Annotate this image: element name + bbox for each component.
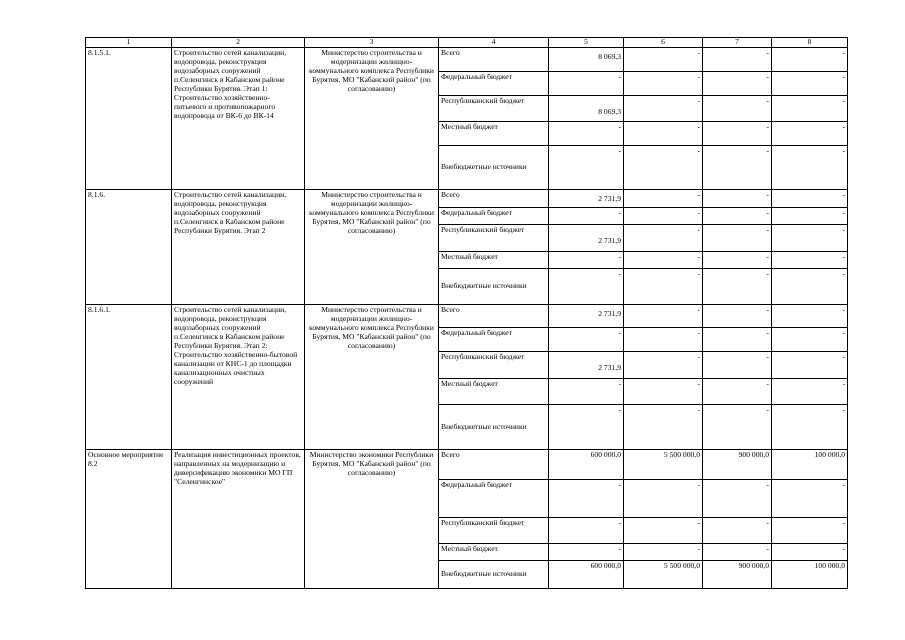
value-cell: - — [549, 122, 624, 146]
value-cell: - — [772, 379, 848, 405]
value-cell: - — [624, 480, 703, 518]
value-cell: 8 069,3 — [549, 48, 624, 72]
value-cell: - — [549, 405, 624, 450]
value-cell: 2 731,9 — [549, 352, 624, 379]
value-cell: - — [624, 305, 703, 328]
value-cell: - — [703, 379, 772, 405]
value-cell: - — [772, 48, 848, 72]
item-name: Реализация инвестиционных проектов, направленных на модернизацию и диверсификацию экономики МО ГП "Селенгинское" — [172, 450, 305, 589]
value-cell: - — [772, 544, 848, 561]
item-code: 8.1.6.1. — [86, 305, 172, 450]
header-cell: 3 — [305, 38, 439, 48]
item-name: Строительство сетей канализации, водопровода, реконструкция водозаборных сооружений п.Селенгинск в Кабанском районе Республики Бурятия. Этап 2 — [172, 190, 305, 305]
value-cell: - — [624, 252, 703, 269]
value-cell: - — [703, 269, 772, 305]
value-cell: - — [549, 252, 624, 269]
value-cell: - — [624, 379, 703, 405]
item-code: 8.1.5.1. — [86, 48, 172, 190]
value-cell: - — [624, 122, 703, 146]
value-cell: - — [624, 225, 703, 252]
budget-table — [85, 37, 848, 589]
table-row — [86, 48, 848, 72]
value-cell: - — [703, 305, 772, 328]
value-cell: 100 000,0 — [772, 561, 848, 589]
value-cell: - — [549, 208, 624, 225]
item-executor: Министерство строительства и модернизации жилищно-коммунального комплекса Республики Бурятия, МО "Кабанский район" (по согласованию) — [305, 48, 439, 190]
value-cell: - — [772, 252, 848, 269]
source-label: Внебюджетные источники — [439, 269, 549, 305]
value-cell: - — [772, 328, 848, 352]
value-cell: - — [772, 146, 848, 190]
header-cell: 2 — [172, 38, 305, 48]
header-cell: 5 — [549, 38, 624, 48]
source-label: Внебюджетные источники — [439, 405, 549, 450]
header-cell: 1 — [86, 38, 172, 48]
source-label: Республиканский бюджет — [439, 518, 549, 544]
value-cell: 100 000,0 — [772, 450, 848, 480]
source-label: Республиканский бюджет — [439, 352, 549, 379]
source-label: Всего — [439, 48, 549, 72]
header-cell: 7 — [703, 38, 772, 48]
value-cell: - — [703, 72, 772, 96]
value-cell: - — [624, 208, 703, 225]
value-cell: - — [703, 252, 772, 269]
value-cell: - — [549, 72, 624, 96]
header-cell: 6 — [624, 38, 703, 48]
value-cell: - — [549, 269, 624, 305]
source-label: Республиканский бюджет — [439, 225, 549, 252]
table-row — [86, 450, 848, 480]
source-label: Федеральный бюджет — [439, 208, 549, 225]
source-label: Внебюджетные источники — [439, 146, 549, 190]
source-label: Местный бюджет — [439, 122, 549, 146]
item-code: Основное мероприятие 8.2 — [86, 450, 172, 589]
value-cell: - — [772, 352, 848, 379]
value-cell: - — [703, 225, 772, 252]
value-cell: - — [624, 544, 703, 561]
value-cell: 900 000,0 — [703, 450, 772, 480]
table-row — [86, 305, 848, 328]
value-cell: - — [703, 208, 772, 225]
value-cell: - — [624, 518, 703, 544]
source-label: Всего — [439, 450, 549, 480]
value-cell: - — [624, 352, 703, 379]
value-cell: 600 000,0 — [549, 561, 624, 589]
value-cell: 900 000,0 — [703, 561, 772, 589]
value-cell: - — [772, 208, 848, 225]
value-cell: - — [703, 544, 772, 561]
value-cell: - — [624, 72, 703, 96]
value-cell: - — [549, 480, 624, 518]
source-label: Всего — [439, 190, 549, 208]
value-cell: - — [772, 405, 848, 450]
value-cell: 2 731,9 — [549, 190, 624, 208]
value-cell: - — [703, 405, 772, 450]
value-cell: - — [772, 480, 848, 518]
value-cell: - — [772, 190, 848, 208]
value-cell: - — [624, 405, 703, 450]
value-cell: - — [772, 96, 848, 122]
item-executor: Министерство строительства и модернизации жилищно-коммунального комплекса Республики Бурятия, МО "Кабанский район" (по согласованию) — [305, 190, 439, 305]
header-cell: 4 — [439, 38, 549, 48]
value-cell: - — [772, 122, 848, 146]
value-cell: - — [549, 146, 624, 190]
item-executor: Министерство экономики Республики Бурятия, МО "Кабанский район" (по согласованию) — [305, 450, 439, 589]
value-cell: - — [703, 480, 772, 518]
table-row — [86, 190, 848, 208]
source-label: Внебюджетные источники — [439, 561, 549, 589]
value-cell: - — [772, 269, 848, 305]
value-cell: - — [624, 96, 703, 122]
value-cell: - — [703, 146, 772, 190]
item-name: Строительство сетей канализации, водопровода, реконструкция водозаборных сооружений п.Селенгинск в Кабанском районе Республики Бурятия. Этап 2: Строительство хозяйственно-бытовой канализации от КНС-1 до площадки канализационных очистных сооружений — [172, 305, 305, 450]
value-cell: - — [703, 328, 772, 352]
source-label: Всего — [439, 305, 549, 328]
value-cell: - — [624, 146, 703, 190]
value-cell: - — [703, 48, 772, 72]
value-cell: - — [703, 190, 772, 208]
header-cell: 8 — [772, 38, 848, 48]
value-cell: - — [772, 518, 848, 544]
value-cell: - — [772, 305, 848, 328]
value-cell: - — [624, 190, 703, 208]
value-cell: - — [703, 518, 772, 544]
value-cell: - — [703, 96, 772, 122]
value-cell: 2 731,9 — [549, 225, 624, 252]
source-label: Республиканский бюджет — [439, 96, 549, 122]
value-cell: 5 500 000,0 — [624, 450, 703, 480]
item-name: Строительство сетей канализации, водопровода, реконструкция водозаборных сооружений п.Селенгинск в Кабанском районе Республики Бурятия. Этап 1: Строительство хозяйственно-питьевого и противопожарного водопровода от ВК-6 до ВК-14 — [172, 48, 305, 190]
header-row — [86, 38, 848, 48]
source-label: Федеральный бюджет — [439, 480, 549, 518]
value-cell: - — [549, 544, 624, 561]
value-cell: 8 069,3 — [549, 96, 624, 122]
source-label: Местный бюджет — [439, 252, 549, 269]
value-cell: - — [703, 352, 772, 379]
value-cell: - — [549, 379, 624, 405]
value-cell: - — [624, 48, 703, 72]
value-cell: - — [624, 328, 703, 352]
value-cell: 5 500 000,0 — [624, 561, 703, 589]
item-executor: Министерство строительства и модернизации жилищно-коммунального комплекса Республики Бурятия, МО "Кабанский район" (по согласованию) — [305, 305, 439, 450]
value-cell: 600 000,0 — [549, 450, 624, 480]
value-cell: - — [772, 225, 848, 252]
source-label: Местный бюджет — [439, 544, 549, 561]
value-cell: - — [703, 122, 772, 146]
value-cell: - — [772, 72, 848, 96]
source-label: Местный бюджет — [439, 379, 549, 405]
value-cell: - — [549, 328, 624, 352]
source-label: Федеральный бюджет — [439, 72, 549, 96]
value-cell: - — [549, 518, 624, 544]
item-code: 8.1.6. — [86, 190, 172, 305]
value-cell: 2 731,9 — [549, 305, 624, 328]
value-cell: - — [624, 269, 703, 305]
source-label: Федеральный бюджет — [439, 328, 549, 352]
